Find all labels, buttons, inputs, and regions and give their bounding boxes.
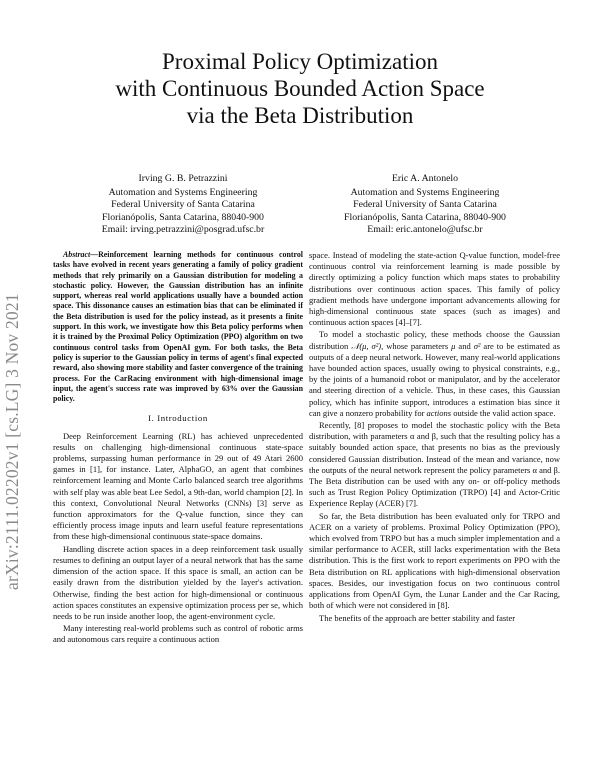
author-email: Email: eric.antonelo@ufsc.br	[367, 224, 483, 236]
emphasis-actions: actions	[426, 407, 452, 418]
text-run: are to be estimated as outputs of a deep neural network. However, many real-world applications have bounded action spaces, usually owing to physical constraints, e.g., by the joints of a humanoid robot or manipulator, and by the accelerator and steering direction of a vehicle. Thus, in these cases, this Gaussian policy, which has infinite support, introduces a estimation bias since it can give a nonzero probability for	[309, 340, 560, 418]
math-sigma: σ²	[473, 340, 481, 351]
title-line: Proximal Policy Optimization	[162, 49, 438, 74]
author-university: Federal University of Santa Catarina	[353, 199, 497, 211]
body-paragraph: Handling discrete action spaces in a deep reinforcement task usually resumes to defining an output layer of a neural network that has the same dimension of the action space. If this space is small, an action can be easily drawn from the distribution yielded by the layer's activation. Otherwise, finding the best action for high-dimensional or continuous action spaces constitutes an expensive optimization process per se, which needs to be run inside another loop, the agent-environment cycle.	[53, 543, 303, 621]
abstract	[53, 250, 303, 404]
abstract-label: Abstract	[63, 250, 91, 259]
author-email: Email: irving.petrazzini@posgrad.ufsc.br	[101, 224, 265, 236]
body-paragraph: So far, the Beta distribution has been evaluated only for TRPO and ACER on a variety of problems. Proximal Policy Optimization (PPO), which evolved from TRPO but has a much simpler implementation and a similar performance to ACER, still lacks experimentation with the Beta distribution. This is the first work to report experiments on PPO with the Beta distribution on RL applications with high-dimensional observation spaces. Besides, our investigation focus on two continuous control applications from OpenAI Gym, the Lunar Lander and the Car Racing, both of which were not considered in [8].	[309, 510, 560, 611]
section-heading-introduction: I. Introduction	[148, 413, 208, 424]
author-name: Irving G. B. Petrazzini	[138, 173, 228, 184]
author-university: Federal University of Santa Catarina	[111, 199, 255, 211]
author-department: Automation and Systems Engineering	[108, 186, 258, 198]
author-name: Eric A. Antonelo	[391, 173, 459, 184]
text-run: , whose parameters	[381, 340, 452, 351]
text-run: To model a stochastic policy, these methods choose the Gaussian distribution	[309, 329, 560, 351]
body-paragraph: Many interesting real-world problems such as control of robotic arms and autonomous cars require a continuous action	[53, 623, 303, 645]
left-column	[53, 250, 303, 646]
author-block-2	[310, 173, 540, 237]
arxiv-identifier: arXiv:2111.02202v1 [cs.LG] 3 Nov 2021	[2, 293, 22, 590]
body-paragraph	[309, 329, 560, 419]
text-run: outside the valid action space.	[451, 407, 556, 418]
right-column	[309, 250, 560, 624]
body-paragraph: Deep Reinforcement Learning (RL) has achieved unprecedented results on challenging high-dimensional continuous state-space problems, surpassing human performance in 29 out of 49 Atari 2600 games in [1], for instance. Later, AlphaGO, an agent that combines reinforcement learning and Monte Carlo balanced search tree algorithms with self play was able beat Lee Sedol, a 9th-dan, world champion [2]. In this context, Convolutional Neural Networks (CNNs) [3] serve as function approximators for the Q-value function, since they can efficiently process image inputs and learn useful feature representations from these high-dimensional continuous state-space domains.	[53, 430, 303, 542]
title-line: via the Beta Distribution	[186, 103, 414, 128]
body-paragraph: space. Instead of modeling the state-action Q-value function, model-free continuous control via reinforcement learning is made possible by directly optimizing a policy function which maps states to probability distributions over continuous action spaces. This family of policy gradient methods have undergone important advancements allowing for high-dimensional continuous state spaces (such as images) and continuous action spaces [4]–[7].	[309, 250, 560, 328]
abstract-text: —Reinforcement learning methods for continuous control tasks have evolved in recent years generating a family of policy gradient methods that rely primarily on a Gaussian distribution for modeling a stochastic policy. However, the Gaussian distribution has an infinite support, whereas real world applications usually have a bounded action space. This dissonance causes an estimation bias that can be eliminated if the Beta distribution is used for the policy instead, as it presents a finite support. In this work, we investigate how this Beta policy performs when it is trained by the Proximal Policy Optimization (PPO) algorithm on two continuous control tasks from OpenAI gym. For both tasks, the Beta policy is superior to the Gaussian policy in terms of agent's final expected reward, also showing more stability and faster convergence of the training process. For the CarRacing environment with high-dimensional image input, the agent's success rate was improved by 63% over the Gaussian policy.	[53, 250, 303, 404]
author-department: Automation and Systems Engineering	[350, 186, 500, 198]
author-location: Florianópolis, Santa Catarina, 88040-900	[102, 211, 264, 223]
math-mu: μ	[451, 340, 456, 351]
math-gaussian: 𝒩(μ, σ²)	[351, 340, 382, 351]
body-paragraph: The benefits of the approach are better stability and faster	[319, 612, 516, 623]
paper-title	[60, 48, 540, 129]
author-location: Florianópolis, Santa Catarina, 88040-900	[344, 211, 506, 223]
author-block-1	[68, 173, 298, 237]
body-paragraph: Recently, [8] proposes to model the stochastic policy with the Beta distribution, with parameters α and β, such that the resulting policy has a suitably bounded action space, that presents no bias as the previously considered Gaussian distribution. Instead of the mean and variance, now the outputs of the neural network represent the policy parameters α and β. The Beta distribution can be used with any on- or off-policy methods such as Trust Region Policy Optimization (TRPO) [4] and Actor-Critic Experience Replay (ACER) [7].	[309, 420, 560, 509]
title-line: with Continuous Bounded Action Space	[115, 76, 485, 101]
text-run: and	[455, 340, 474, 351]
